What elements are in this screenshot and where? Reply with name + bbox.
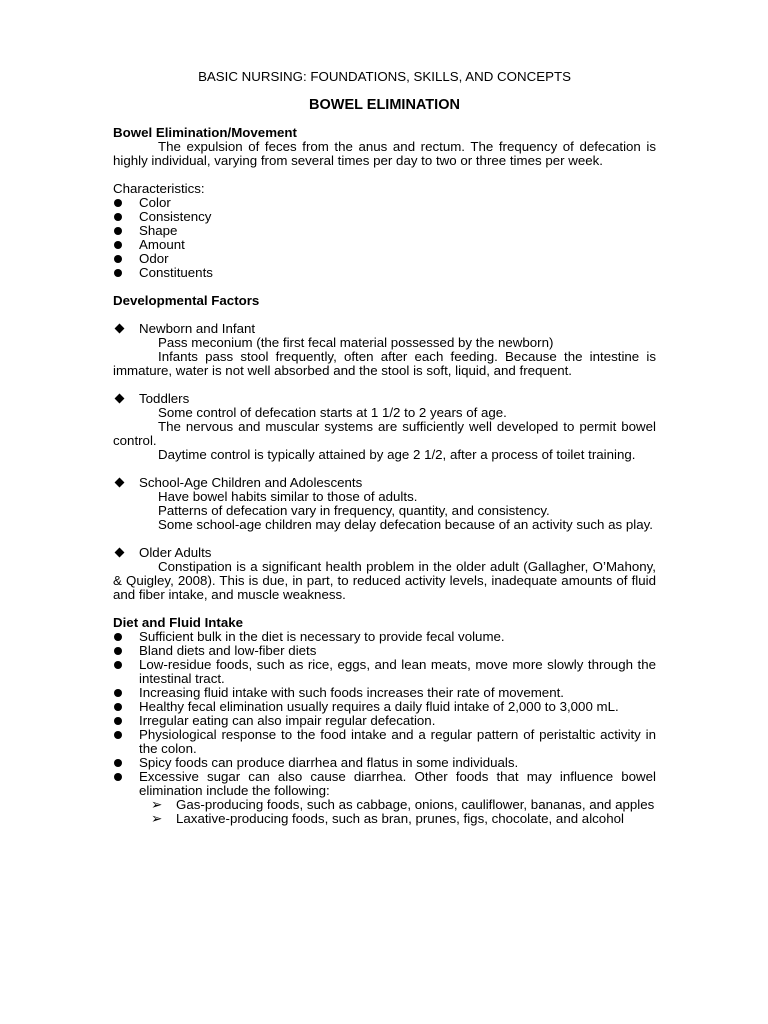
arrow-bullet-icon: ➢ — [151, 797, 163, 812]
list-item-text: Excessive sugar can also cause diarrhea. Other foods that may influence bowel elimination include the following: — [139, 769, 656, 798]
arrow-bullet-icon: ➢ — [151, 811, 163, 826]
diet-list — [113, 630, 656, 826]
paragraph: Have bowel habits similar to those of adults. — [158, 489, 418, 504]
section-heading-bowel-elimination: Bowel Elimination/Movement — [113, 125, 297, 140]
list-item: Constituents — [113, 266, 656, 280]
list-item: Bland diets and low-fiber diets — [113, 644, 656, 658]
sub-list-item — [113, 798, 656, 812]
characteristics-label: Characteristics: — [113, 181, 205, 196]
page-title: BOWEL ELIMINATION — [309, 97, 460, 113]
list-item: Odor — [113, 252, 656, 266]
section-heading-diet-fluid: Diet and Fluid Intake — [113, 615, 244, 630]
paragraph: Pass meconium (the first fecal material possessed by the newborn) — [158, 335, 554, 350]
definition-paragraph: The expulsion of feces from the anus and rectum. The frequency of defecation is highly individual, varying from several times per day to two or three times per week. — [113, 139, 656, 168]
subsection-school-age: School-Age Children and Adolescents — [113, 476, 656, 490]
paragraph: Infants pass stool frequently, often after each feeding. Because the intestine is immature, water is not well absorbed and the stool is soft, liquid, and frequent. — [113, 349, 656, 378]
subsection-older-adults: Older Adults — [113, 546, 656, 560]
paragraph: Constipation is a significant health problem in the older adult (Gallagher, O’Mahony, & Quigley, 2008). This is due, in part, to reduced activity levels, inadequate amounts of fluid and fiber intake, and muscle weakness. — [113, 559, 656, 602]
paragraph: Some control of defecation starts at 1 1/2 to 2 years of age. — [158, 405, 507, 420]
running-header: BASIC NURSING: FOUNDATIONS, SKILLS, AND CONCEPTS — [198, 69, 571, 84]
list-item: Irregular eating can also impair regular defecation. — [113, 714, 656, 728]
list-item: Low-residue foods, such as rice, eggs, and lean meats, move more slowly through the intestinal tract. — [113, 658, 656, 686]
list-item — [113, 770, 656, 826]
sub-list-item-text: Laxative-producing foods, such as bran, prunes, figs, chocolate, and alcohol — [176, 811, 624, 826]
sub-list-item — [113, 812, 656, 826]
sub-list — [113, 798, 656, 826]
subsection-newborn: Newborn and Infant — [113, 322, 656, 336]
list-item: Color — [113, 196, 656, 210]
list-item: Spicy foods can produce diarrhea and flatus in some individuals. — [113, 756, 656, 770]
characteristics-list — [113, 196, 656, 280]
paragraph: The nervous and muscular systems are sufficiently well developed to permit bowel control. — [113, 419, 656, 448]
paragraph: Patterns of defecation vary in frequency, quantity, and consistency. — [158, 503, 550, 518]
list-item: Increasing fluid intake with such foods increases their rate of movement. — [113, 686, 656, 700]
sub-list-item-text: Gas-producing foods, such as cabbage, onions, cauliflower, bananas, and apples — [176, 797, 655, 812]
section-heading-developmental-factors: Developmental Factors — [113, 293, 260, 308]
paragraph: Some school-age children may delay defecation because of an activity such as play. — [158, 517, 653, 532]
list-item: Shape — [113, 224, 656, 238]
paragraph: Daytime control is typically attained by age 2 1/2, after a process of toilet training. — [158, 447, 636, 462]
list-item: Amount — [113, 238, 656, 252]
list-item: Physiological response to the food intake and a regular pattern of peristaltic activity in the colon. — [113, 728, 656, 756]
subsection-toddlers: Toddlers — [113, 392, 656, 406]
list-item: Sufficient bulk in the diet is necessary to provide fecal volume. — [113, 630, 656, 644]
list-item: Consistency — [113, 210, 656, 224]
list-item: Healthy fecal elimination usually requires a daily fluid intake of 2,000 to 3,000 mL. — [113, 700, 656, 714]
